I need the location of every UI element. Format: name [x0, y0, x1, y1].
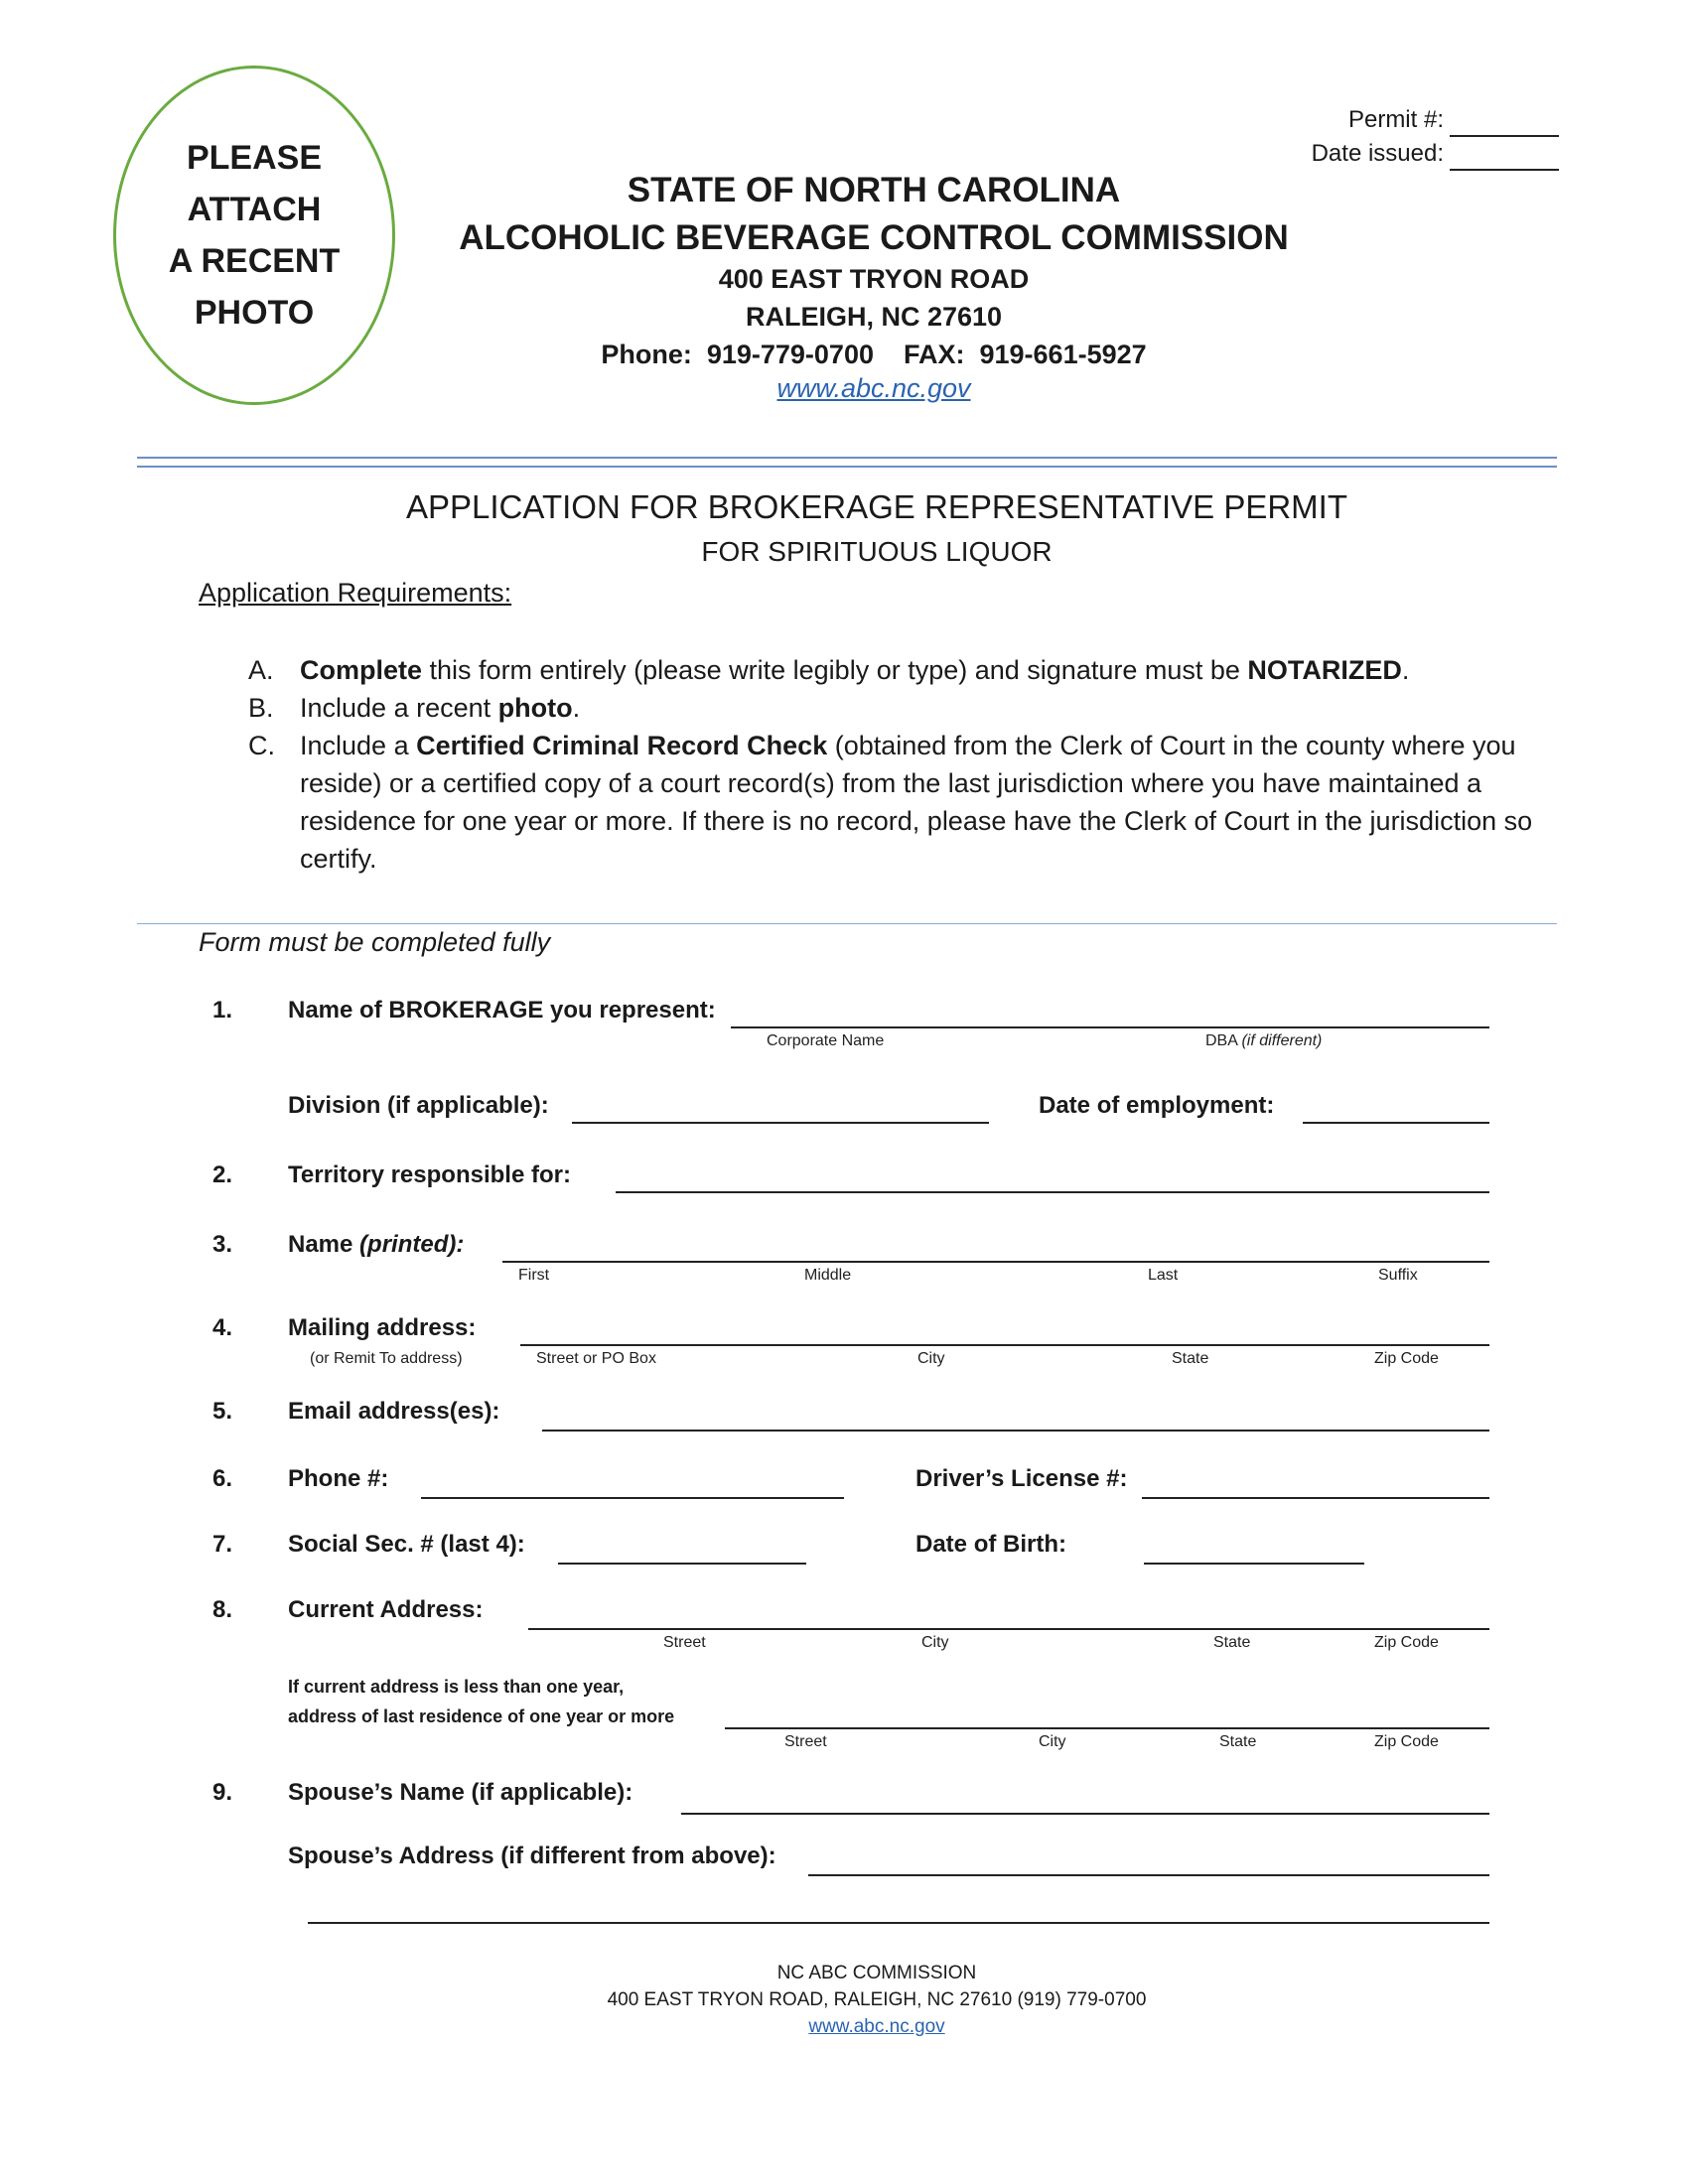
- requirements-list: [248, 651, 1559, 878]
- commission-name: ALCOHOLIC BEVERAGE CONTROL COMMISSION: [459, 218, 1289, 257]
- address-line1: 400 EAST TRYON ROAD: [718, 264, 1030, 294]
- date-of-birth-label: Date of Birth:: [915, 1531, 1066, 1558]
- agency-title: [357, 167, 1390, 262]
- suffix-caption: Suffix: [1378, 1267, 1418, 1284]
- photo-text-line3: A RECENT: [168, 242, 341, 280]
- form-note: Form must be completed fully: [199, 927, 551, 957]
- corporate-name-caption: Corporate Name: [767, 1032, 885, 1049]
- divider-top-1: [137, 457, 1557, 459]
- spouse-address-field[interactable]: [808, 1874, 1489, 1876]
- mailing-zip-caption: Zip Code: [1374, 1350, 1439, 1367]
- email-label: Email address(es):: [288, 1398, 500, 1425]
- previous-street-caption: Street: [784, 1733, 827, 1750]
- application-title: APPLICATION FOR BROKERAGE REPRESENTATIVE PERMIT: [406, 488, 1347, 525]
- spouse-address-label: Spouse’s Address (if different from above):: [288, 1843, 776, 1869]
- current-street-caption: Street: [663, 1634, 706, 1651]
- current-state-caption: State: [1213, 1634, 1251, 1651]
- footer: [137, 1960, 1617, 2040]
- mailing-address-field[interactable]: [520, 1344, 1489, 1346]
- ssn-label: Social Sec. # (last 4):: [288, 1531, 525, 1558]
- footer-website-link[interactable]: www.abc.nc.gov: [808, 2016, 945, 2037]
- state-name: STATE OF NORTH CAROLINA: [627, 171, 1121, 209]
- last-name-caption: Last: [1148, 1267, 1179, 1284]
- drivers-license-field[interactable]: [1142, 1497, 1489, 1499]
- field-8-number: 8.: [212, 1596, 233, 1623]
- previous-state-caption: State: [1219, 1733, 1257, 1750]
- previous-address-label: If current address is less than one year, address of last residence of one year or more: [288, 1677, 675, 1726]
- name-printed-label: Name (printed):: [288, 1231, 465, 1258]
- previous-city-caption: City: [1039, 1733, 1066, 1750]
- remit-to-caption: (or Remit To address): [310, 1350, 463, 1367]
- requirement-a: A. Complete this form entirely (please write legibly or type) and signature must be NOTARIZED.: [248, 655, 1410, 685]
- requirement-c: C. Include a Certified Criminal Record Check (obtained from the Clerk of Court in the county where you reside) or a certified copy of a court record(s) from the last jurisdiction where you have maintained a residence for one year or more. If there is no record, please have the Clerk of Court in the jurisdiction so certify.: [248, 731, 1533, 874]
- footer-org: NC ABC COMMISSION: [776, 1963, 977, 1983]
- current-zip-caption: Zip Code: [1374, 1634, 1439, 1651]
- application-subtitle: FOR SPIRITUOUS LIQUOR: [701, 536, 1053, 567]
- photo-text-line1: PLEASE: [186, 139, 323, 177]
- brokerage-name-field[interactable]: [731, 1026, 1489, 1028]
- current-city-caption: City: [921, 1634, 949, 1651]
- territory-field[interactable]: [616, 1191, 1489, 1193]
- mailing-state-caption: State: [1172, 1350, 1209, 1367]
- phone-label: Phone #:: [288, 1465, 389, 1492]
- ssn-field[interactable]: [558, 1563, 806, 1565]
- phone-field[interactable]: [421, 1497, 844, 1499]
- date-of-employment-field[interactable]: [1303, 1122, 1489, 1124]
- email-field[interactable]: [542, 1430, 1489, 1432]
- field-7-number: 7.: [212, 1531, 233, 1558]
- date-of-birth-field[interactable]: [1144, 1563, 1364, 1565]
- middle-name-caption: Middle: [804, 1267, 852, 1284]
- previous-zip-caption: Zip Code: [1374, 1733, 1439, 1750]
- previous-address-field[interactable]: [725, 1727, 1489, 1729]
- phone-fax: Phone: 919-779-0700 FAX: 919-661-5927: [601, 340, 1147, 369]
- photo-attachment-area: [113, 66, 395, 405]
- permit-info: [1261, 103, 1559, 171]
- permit-number-label: Permit #:: [1347, 106, 1444, 133]
- requirement-b: B. Include a recent photo.: [248, 693, 581, 723]
- drivers-license-label: Driver’s License #:: [915, 1465, 1128, 1492]
- street-po-caption: Street or PO Box: [536, 1350, 656, 1367]
- field-1-number: 1.: [212, 997, 233, 1024]
- agency-address: [357, 260, 1390, 373]
- divider-form: [137, 923, 1557, 924]
- field-4-number: 4.: [212, 1314, 233, 1341]
- mailing-address-label: Mailing address:: [288, 1314, 477, 1341]
- territory-label: Territory responsible for:: [288, 1161, 571, 1188]
- requirements-heading: Application Requirements:: [199, 578, 512, 608]
- field-2-number: 2.: [212, 1161, 233, 1188]
- spouse-name-field[interactable]: [681, 1813, 1489, 1815]
- name-printed-field[interactable]: [502, 1261, 1489, 1263]
- current-address-field[interactable]: [528, 1628, 1489, 1630]
- division-label: Division (if applicable):: [288, 1092, 549, 1119]
- dba-caption: DBA (if different): [1205, 1032, 1323, 1049]
- header-website-link[interactable]: www.abc.nc.gov: [776, 373, 971, 403]
- photo-text-line4: PHOTO: [194, 294, 315, 332]
- field-6-number: 6.: [212, 1465, 233, 1492]
- divider-top-2: [137, 466, 1557, 468]
- field-5-number: 5.: [212, 1398, 233, 1425]
- first-name-caption: First: [518, 1267, 550, 1284]
- date-issued-blank: [1450, 147, 1559, 171]
- division-field[interactable]: [572, 1122, 989, 1124]
- spouse-name-label: Spouse’s Name (if applicable):: [288, 1779, 633, 1806]
- date-of-employment-label: Date of employment:: [1039, 1092, 1275, 1119]
- permit-number-blank: [1450, 113, 1559, 137]
- brokerage-name-label: Name of BROKERAGE you represent:: [288, 997, 716, 1024]
- date-issued-label: Date issued:: [1311, 140, 1444, 167]
- current-address-label: Current Address:: [288, 1596, 484, 1623]
- mailing-city-caption: City: [917, 1350, 945, 1367]
- field-3-number: 3.: [212, 1231, 233, 1258]
- spouse-address-field-line2[interactable]: [308, 1922, 1489, 1924]
- field-9-number: 9.: [212, 1779, 233, 1806]
- address-line2: RALEIGH, NC 27610: [745, 302, 1003, 332]
- photo-text-line2: ATTACH: [187, 191, 322, 228]
- footer-address: 400 EAST TRYON ROAD, RALEIGH, NC 27610 (919) 779-0700: [607, 1989, 1147, 2010]
